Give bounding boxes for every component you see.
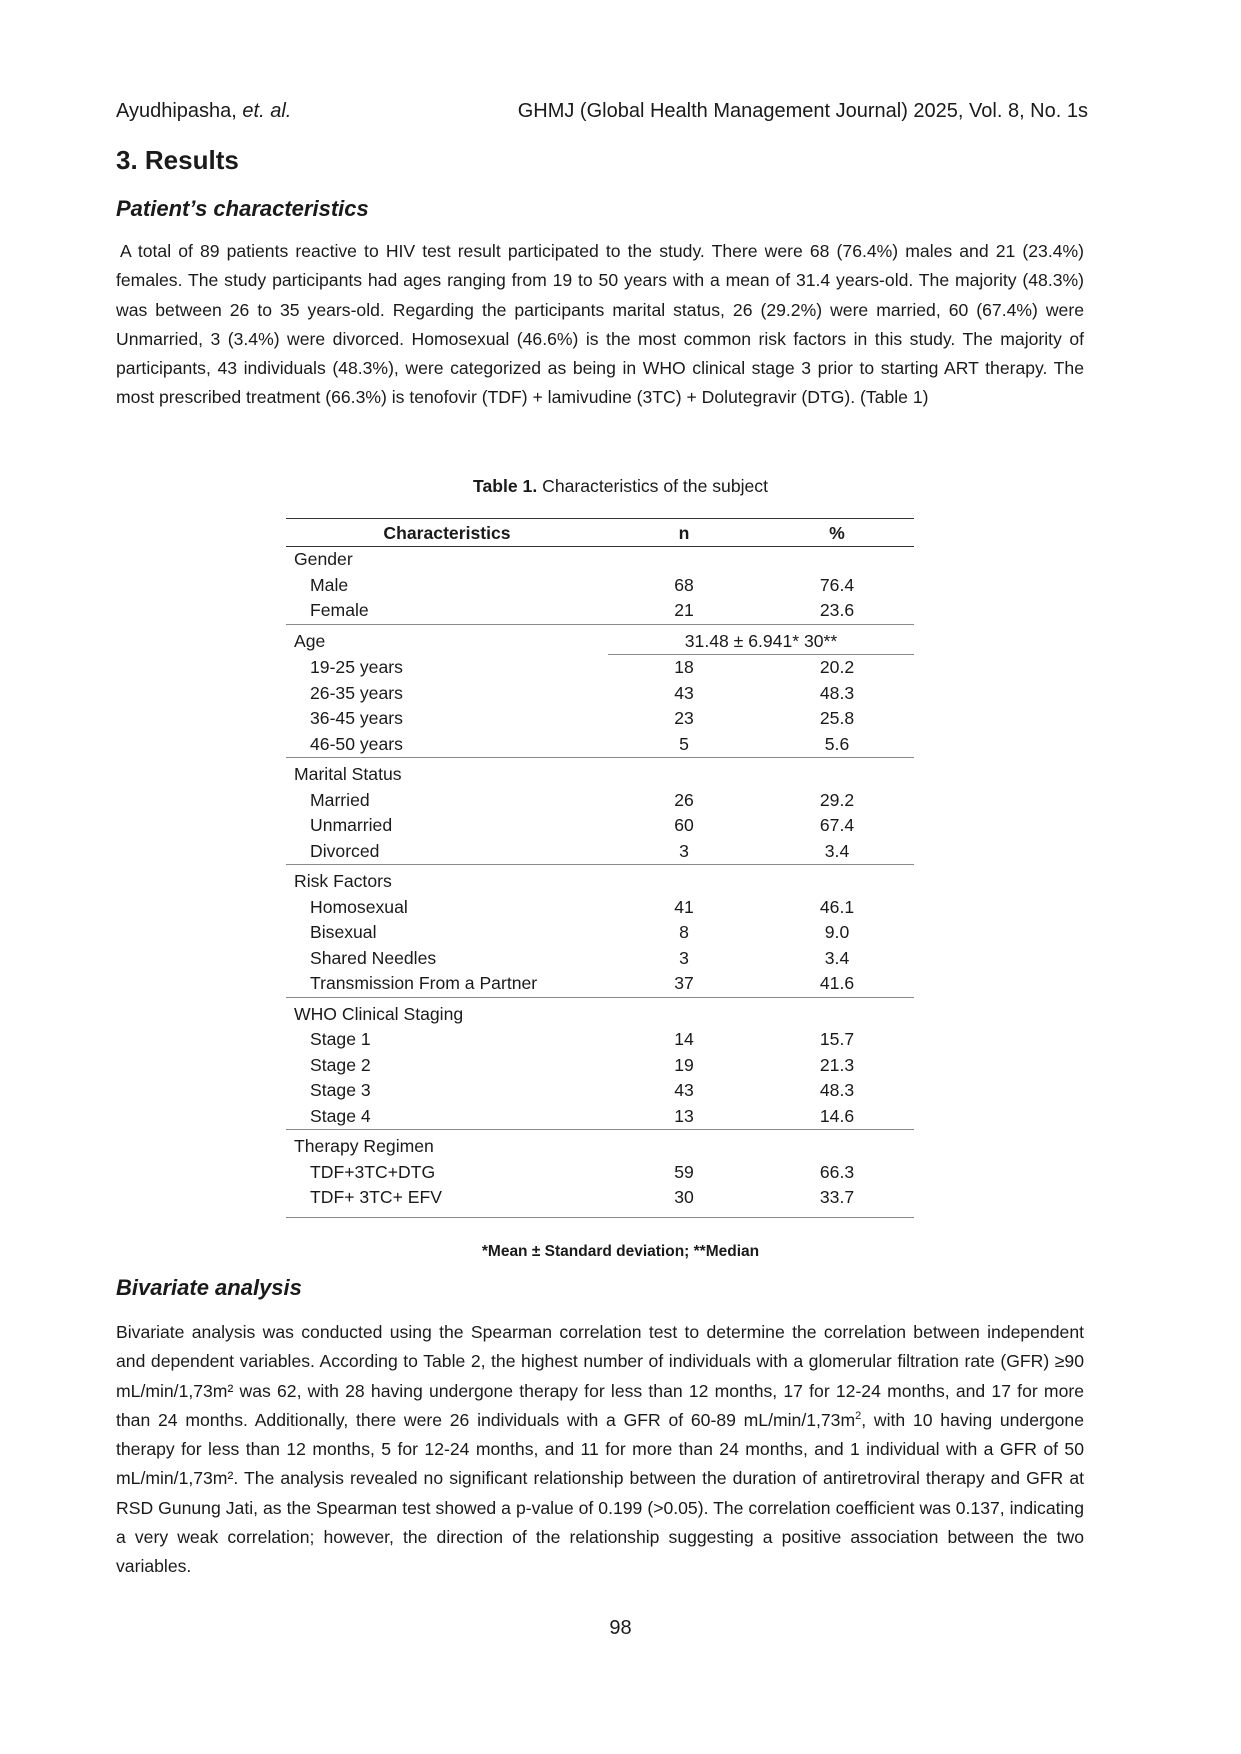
group-label-who-staging: WHO Clinical Staging <box>286 997 608 1027</box>
table-row <box>286 946 914 972</box>
header-author: Ayudhipasha, <box>116 100 237 122</box>
table-row <box>286 1185 914 1217</box>
table-row <box>286 895 914 921</box>
table-row <box>286 598 914 624</box>
table-row <box>286 1078 914 1104</box>
running-header-authors <box>116 100 291 123</box>
row-label: Male <box>310 574 349 595</box>
superscript-two: 2 <box>855 1410 862 1423</box>
characteristics-table <box>286 518 914 1218</box>
header-etal: et. al. <box>242 100 292 122</box>
row-percent: 76.4 <box>819 574 855 595</box>
row-label: 26-35 years <box>310 682 403 703</box>
row-n: 37 <box>674 973 694 993</box>
age-mean-median: 31.48 ± 6.941* 30** <box>608 624 914 655</box>
section-title: 3. Results <box>116 145 239 175</box>
group-label-risk: Risk Factors <box>286 865 608 895</box>
row-n: 68 <box>674 574 694 595</box>
table-row <box>286 971 914 997</box>
row-n: 41 <box>674 896 694 917</box>
table-group-row <box>286 997 914 1027</box>
row-n: 59 <box>674 1161 694 1182</box>
row-label: Shared Needles <box>310 947 437 968</box>
table-row <box>286 813 914 839</box>
row-percent: 23.6 <box>819 600 855 620</box>
table-caption-text: Characteristics of the subject <box>542 476 768 496</box>
table-group-row <box>286 624 914 655</box>
table-caption-label: Table 1. <box>473 476 538 496</box>
row-n: 18 <box>674 657 694 677</box>
row-label: Unmarried <box>310 815 393 835</box>
row-percent: 21.3 <box>819 1054 855 1075</box>
row-percent: 67.4 <box>819 815 855 835</box>
row-percent: 48.3 <box>819 682 855 703</box>
row-n: 8 <box>679 922 689 942</box>
paragraph-bivariate-part2: , with 10 having undergone therapy for less than 12 months, 5 for 12-24 months, and 11 for more than 24 months, and 1 individual with a GFR of 50 mL/min/1,73m². The analysis revealed no significant relationship between the duration of antiretroviral therapy and GFR at RSD Gunung Jati, as the Spearman test showed a p-value of 0.199 (>0.05). The correlation coefficient was 0.137, indicating a very weak correlation; however, the direction of the relationship suggesting a positive association between the two variables. <box>116 1409 1085 1577</box>
row-n: 23 <box>674 708 694 728</box>
table-row <box>286 920 914 946</box>
row-label: Bisexual <box>310 922 377 942</box>
paragraph-characteristics: A total of 89 patients reactive to HIV test result participated to the study. There were 68 (76.4%) males and 21 (23.4%) females. The study participants had ages ranging from 19 to 50 years with a mean of 31.4 years-old. The majority (48.3%) was between 26 to 35 years-old. Regarding the participants marital status, 26 (29.2%) were married, 60 (67.4%) were Unmarried, 3 (3.4%) were divorced. Homosexual (46.6%) is the most common risk factors in this study. The majority of participants, 43 individuals (48.3%), were categorized as being in WHO clinical stage 3 prior to starting ART therapy. The most prescribed treatment (66.3%) is tenofovir (TDF) + lamivudine (3TC) + Dolutegravir (DTG). (Table 1) <box>116 241 1084 408</box>
row-label: 46-50 years <box>310 733 403 754</box>
row-percent: 14.6 <box>819 1105 855 1126</box>
table-row <box>286 573 914 599</box>
running-header-journal: GHMJ (Global Health Management Journal) 2025, Vol. 8, No. 1s <box>517 100 1088 122</box>
row-percent: 46.1 <box>819 896 855 917</box>
table-row <box>286 1160 914 1186</box>
table-row <box>286 706 914 732</box>
row-label: Female <box>310 600 369 620</box>
table-group-row <box>286 1130 914 1160</box>
paragraph-bivariate <box>116 1318 1084 1582</box>
row-n: 60 <box>674 815 694 835</box>
row-label: Transmission From a Partner <box>310 973 538 993</box>
row-label: TDF+3TC+DTG <box>310 1161 436 1182</box>
table-row <box>286 655 914 681</box>
table-header-row <box>286 519 914 547</box>
row-label: Stage 3 <box>310 1080 371 1100</box>
col-header-percent: % <box>760 519 914 547</box>
row-n: 26 <box>674 789 694 810</box>
table-caption <box>0 476 1241 497</box>
table-group-row <box>286 758 914 788</box>
row-n: 5 <box>679 733 689 754</box>
subsection-title-characteristics: Patient’s characteristics <box>116 196 369 221</box>
row-n: 43 <box>674 682 694 703</box>
row-label: 19-25 years <box>310 656 403 677</box>
row-label: Stage 1 <box>310 1029 371 1049</box>
table-row <box>286 681 914 707</box>
table-group-row <box>286 547 914 573</box>
row-percent: 29.2 <box>819 789 855 810</box>
row-label: Divorced <box>310 840 380 861</box>
row-label: Homosexual <box>310 896 408 917</box>
row-n: 21 <box>674 600 694 620</box>
row-percent: 3.4 <box>824 840 850 861</box>
row-percent: 48.3 <box>819 1080 855 1100</box>
table-row <box>286 788 914 814</box>
table-footnote: *Mean ± Standard deviation; **Median <box>481 1243 760 1260</box>
table-row <box>286 732 914 758</box>
table-row <box>286 1053 914 1079</box>
row-percent: 3.4 <box>824 947 850 968</box>
row-label: 36-45 years <box>310 708 403 728</box>
col-header-n: n <box>608 519 760 547</box>
row-label: Stage 2 <box>310 1054 371 1075</box>
group-label-marital: Marital Status <box>286 758 608 788</box>
row-percent: 15.7 <box>819 1029 855 1049</box>
col-header-characteristics: Characteristics <box>286 519 608 547</box>
row-n: 19 <box>674 1054 694 1075</box>
row-n: 3 <box>679 840 689 861</box>
row-label: TDF+ 3TC+ EFV <box>286 1185 608 1217</box>
row-percent: 9.0 <box>824 922 850 942</box>
paragraph-bivariate-part1: Bivariate analysis was conducted using the Spearman correlation test to determine the correlation between independent and dependent variables. According to Table 2, the highest number of individuals with a glomerular filtration rate (GFR) ≥90 mL/min/1,73m² was 62, with 28 having undergone therapy for less than 12 months, 17 for 12-24 months, and 17 for more than 24 months. Additionally, there were 26 individuals with a GFR of 60-89 mL/min/1,73m <box>116 1322 1084 1430</box>
table-row <box>286 1027 914 1053</box>
group-label-gender: Gender <box>294 549 353 569</box>
page-number: 98 <box>609 1617 632 1639</box>
row-n: 43 <box>674 1080 694 1100</box>
table-row <box>286 1104 914 1130</box>
row-percent: 25.8 <box>819 708 855 728</box>
row-percent: 20.2 <box>819 657 855 677</box>
row-percent: 41.6 <box>819 973 855 993</box>
row-n: 13 <box>674 1105 694 1126</box>
row-label: Stage 4 <box>310 1105 371 1126</box>
row-percent: 5.6 <box>824 733 850 754</box>
row-n: 30 <box>608 1185 760 1217</box>
row-percent: 66.3 <box>819 1161 855 1182</box>
row-percent: 33.7 <box>760 1185 914 1217</box>
row-n: 14 <box>674 1029 694 1049</box>
row-label: Married <box>310 789 370 810</box>
table-row <box>286 839 914 865</box>
subsection-title-bivariate: Bivariate analysis <box>116 1275 302 1300</box>
group-label-therapy: Therapy Regimen <box>286 1130 608 1160</box>
group-label-age: Age <box>286 624 608 655</box>
row-n: 3 <box>679 947 689 968</box>
table-group-row <box>286 865 914 895</box>
